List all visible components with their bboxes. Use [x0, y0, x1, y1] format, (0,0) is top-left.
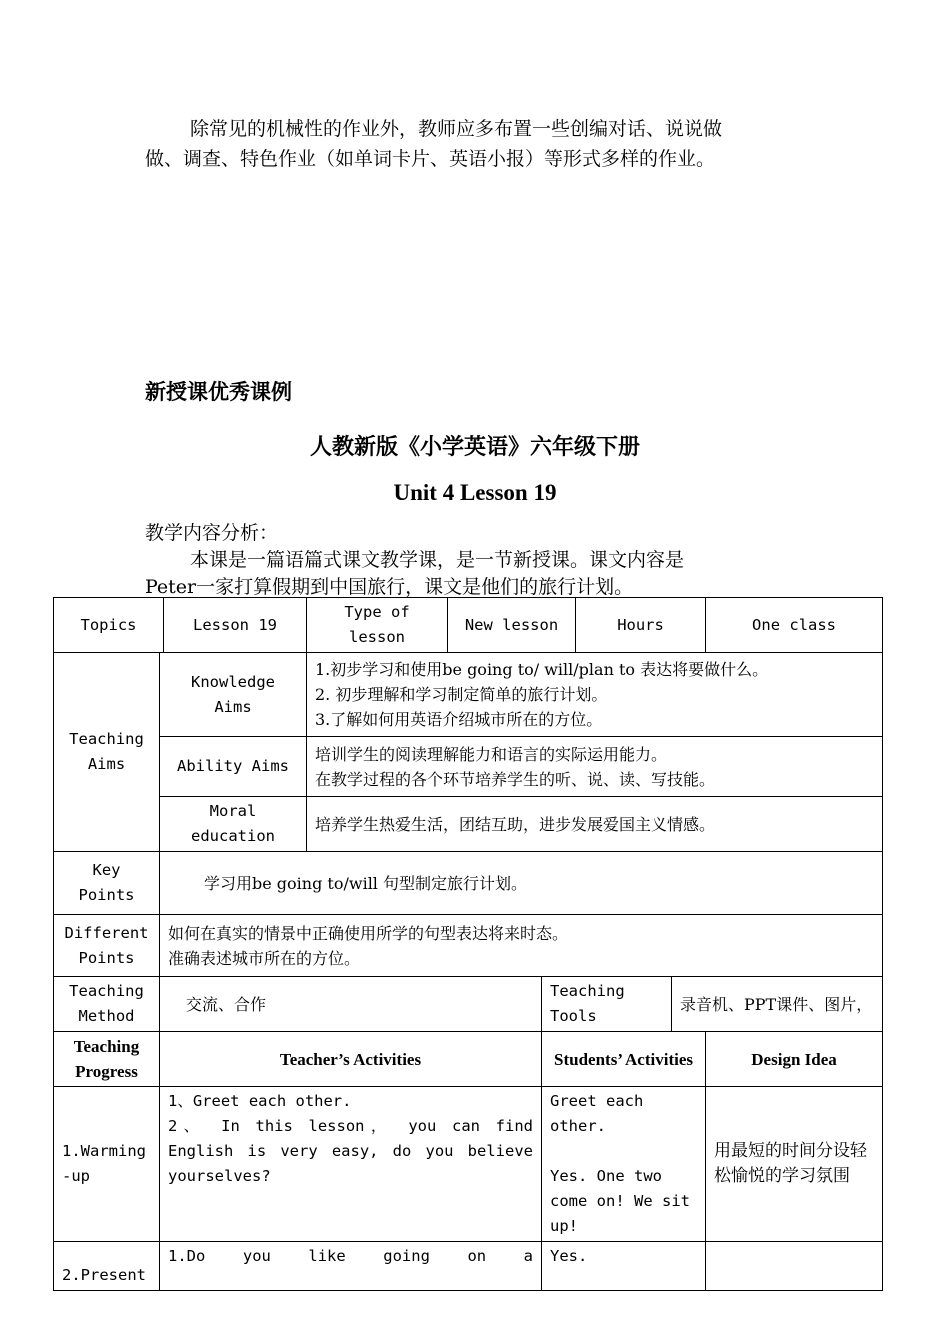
ability-aims-label: Ability Aims — [160, 737, 307, 797]
intro-line-2: 做、调查、特色作业（如单词卡片、英语小报）等形式多样的作业。 — [145, 148, 716, 170]
ability-aim-item: 培训学生的阅读理解能力和语言的实际运用能力。 — [315, 744, 668, 764]
table-row-warmup — [54, 1087, 883, 1242]
table-row-different-points — [54, 915, 883, 977]
table-row-ability — [54, 737, 883, 797]
warmup-students-activities — [542, 1087, 706, 1242]
knowledge-aims-label: Knowledge Aims — [160, 653, 307, 737]
key-points-content: 学习用be going to/will 句型制定旅行计划。 — [160, 852, 883, 915]
knowledge-aim-item: 3.了解如何用英语介绍城市所在的方位。 — [315, 710, 603, 729]
analysis-section — [145, 520, 845, 601]
table-row-knowledge — [54, 653, 883, 737]
intro-line-1: 除常见的机械性的作业外，教师应多布置一些创编对话、说说做 — [190, 118, 723, 140]
different-points-label: Different Points — [54, 915, 160, 977]
hours-label: Hours — [576, 598, 706, 653]
warmup-teacher-activities — [160, 1087, 542, 1242]
present-stage: 2.Present — [54, 1242, 160, 1291]
knowledge-aim-item: 1.初步学习和使用be going to/ will/plan to 表达将要做什么。 — [315, 660, 769, 679]
teaching-method-label: Teaching Method — [54, 977, 160, 1032]
different-point-item: 如何在真实的情景中正确使用所学的句型表达将来时态。 — [168, 923, 569, 943]
lesson-plan-table — [53, 597, 883, 1291]
present-teacher-activities: 1.Do you like going on a — [160, 1242, 542, 1291]
ability-aims-content — [307, 737, 883, 797]
moral-education-content: 培养学生热爱生活，团结互助，进步发展爱国主义情感。 — [307, 797, 883, 852]
student-activity-spacer — [550, 1139, 697, 1164]
topics-label: Topics — [54, 598, 164, 653]
analysis-line-1: 本课是一篇语篇式课文教学课，是一节新授课。课文内容是 — [190, 549, 685, 571]
section-title: 新授课优秀课例 — [145, 380, 292, 404]
unit-title: Unit 4 Lesson 19 — [393, 480, 557, 505]
table-row-method — [54, 977, 883, 1032]
teacher-activities-header: Teacher’s Activities — [160, 1032, 542, 1087]
table-row-present — [54, 1242, 883, 1291]
warmup-stage: 1.Warming -up — [54, 1087, 160, 1242]
different-points-content — [160, 915, 883, 977]
progress-header: Teaching Progress — [54, 1032, 160, 1087]
teaching-aims-label: Teaching Aims — [54, 653, 160, 852]
key-points-label: Key Points — [54, 852, 160, 915]
ability-aim-item: 在教学过程的各个环节培养学生的听、说、读、写技能。 — [315, 769, 716, 789]
present-design-idea — [706, 1242, 883, 1291]
main-title: 人教新版《小学英语》六年级下册 — [309, 435, 640, 460]
student-activity-item: Yes. One two come on! We sit up! — [550, 1167, 690, 1235]
teacher-activity-item: 1、Greet each other. — [168, 1092, 352, 1110]
moral-education-label: Moral education — [160, 797, 307, 852]
different-point-item: 准确表述城市所在的方位。 — [168, 948, 361, 968]
intro-paragraph — [145, 114, 825, 174]
type-value: New lesson — [448, 598, 576, 653]
warmup-design-idea: 用最短的时间分设轻松愉悦的学习氛围 — [706, 1087, 883, 1242]
student-activity-item: Greet each other. — [550, 1092, 644, 1135]
analysis-heading: 教学内容分析： — [145, 522, 279, 544]
design-idea-header: Design Idea — [706, 1032, 883, 1087]
topics-value: Lesson 19 — [164, 598, 307, 653]
knowledge-aims-content — [307, 653, 883, 737]
table-row-moral — [54, 797, 883, 852]
table-row-progress-headers — [54, 1032, 883, 1087]
teaching-tools-content: 录音机、PPT课件、图片， — [672, 977, 883, 1032]
students-activities-header: Students’ Activities — [542, 1032, 706, 1087]
table-row-topics — [54, 598, 883, 653]
table-row-key-points — [54, 852, 883, 915]
hours-value: One class — [706, 598, 883, 653]
knowledge-aim-item: 2. 初步理解和学习制定简单的旅行计划。 — [315, 685, 608, 704]
present-students-activities: Yes. — [542, 1242, 706, 1291]
analysis-line-2: Peter一家打算假期到中国旅行，课文是他们的旅行计划。 — [145, 576, 634, 598]
teaching-tools-label: Teaching Tools — [542, 977, 672, 1032]
type-label: Type of lesson — [307, 598, 448, 653]
teacher-activity-item: 2、 In this lesson， you can find English is very easy, do you believe yourselves? — [168, 1117, 533, 1185]
teaching-method-content: 交流、合作 — [160, 977, 542, 1032]
